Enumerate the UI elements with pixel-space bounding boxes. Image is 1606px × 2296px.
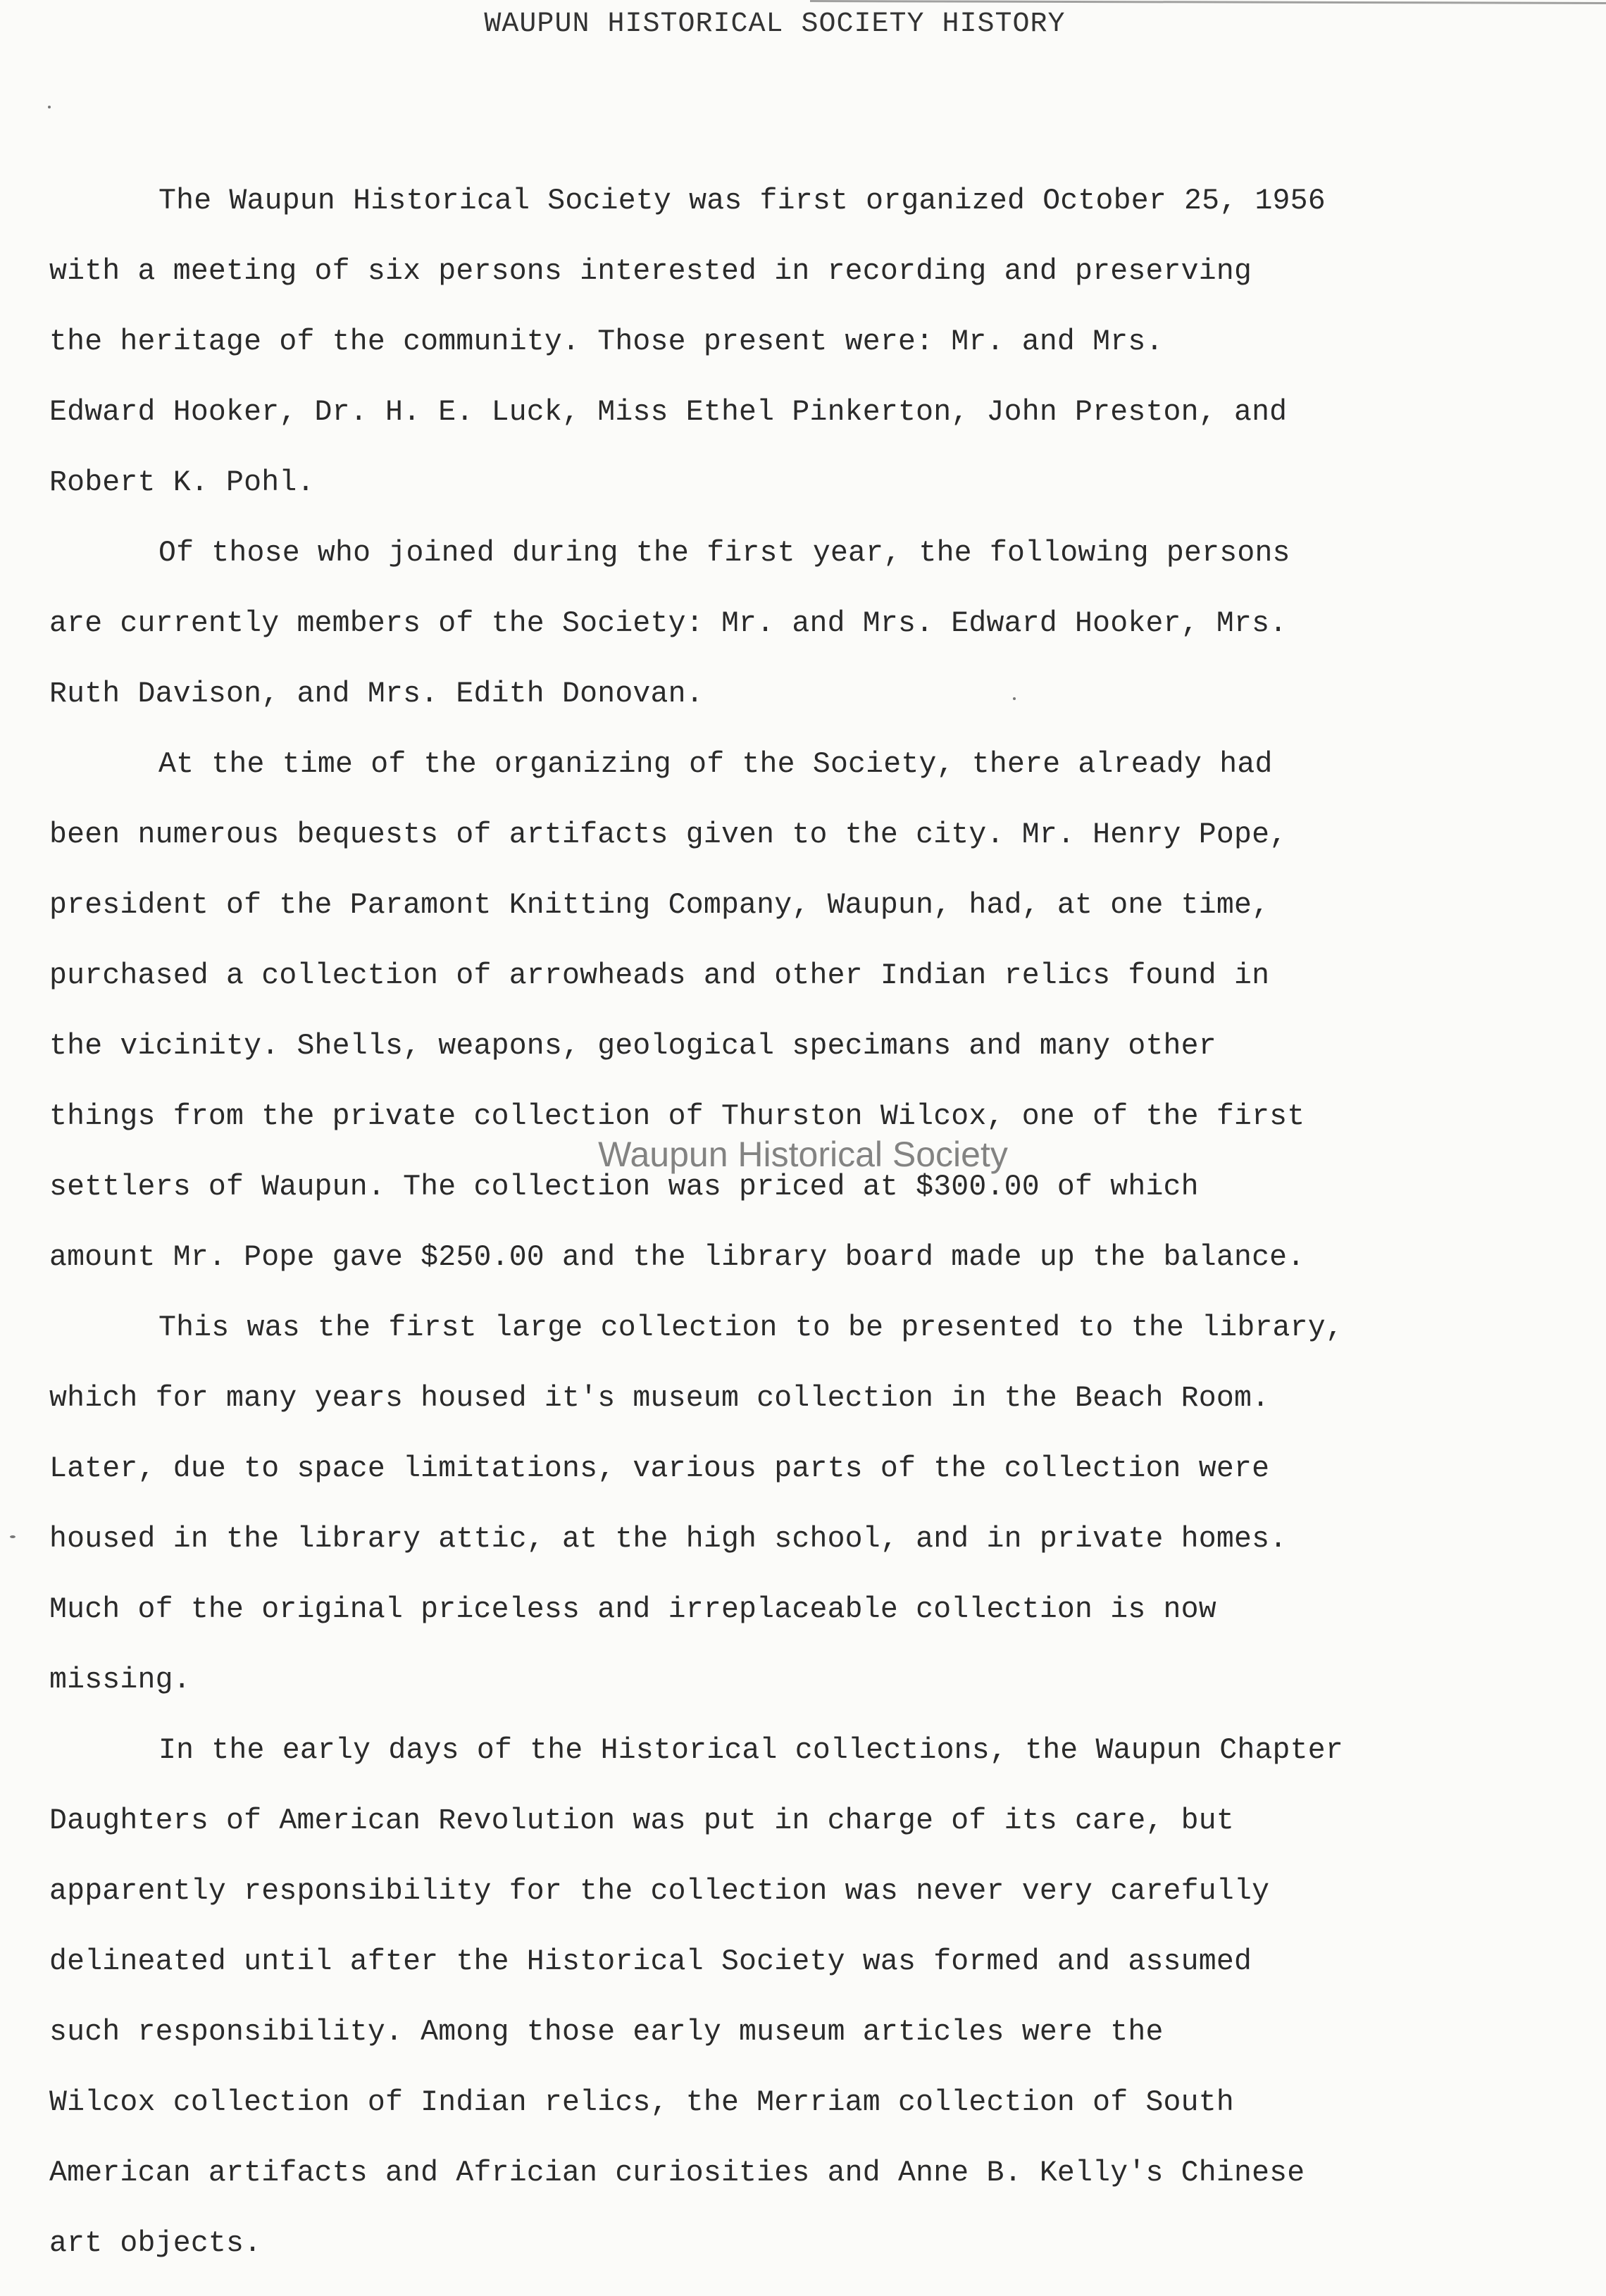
text-line: Daughters of American Revolution was put in charge of its care, but (49, 1804, 1234, 1838)
text-line: Later, due to space limitations, various parts of the collection were (49, 1452, 1270, 1485)
watermark: Waupun Historical Society (598, 1135, 1008, 1174)
text-line: At the time of the organizing of the Society, there already had (158, 748, 1273, 781)
text-line: Edward Hooker, Dr. H. E. Luck, Miss Ethel Pinkerton, John Preston, and (49, 396, 1288, 429)
text-line: the vicinity. Shells, weapons, geological specimans and many other (49, 1030, 1216, 1063)
text-line: settlers of Waupun. The collection was priced at $300.00 of which (49, 1171, 1199, 1204)
document-title: WAUPUN HISTORICAL SOCIETY HISTORY (484, 8, 1066, 40)
text-line: apparently responsibility for the collection was never very carefully (49, 1875, 1270, 1908)
text-line: art objects. (49, 2227, 262, 2260)
text-line: which for many years housed it's museum collection in the Beach Room. (49, 1382, 1270, 1415)
text-line: with a meeting of six persons interested in recording and preserving (49, 255, 1252, 288)
text-line: delineated until after the Historical Society was formed and assumed (49, 1945, 1252, 1978)
text-line: such responsibility. Among those early museum articles were the (49, 2016, 1164, 2049)
text-line: are currently members of the Society: Mr. and Mrs. Edward Hooker, Mrs. (49, 607, 1288, 640)
text-line: things from the private collection of Thurston Wilcox, one of the first (49, 1100, 1305, 1133)
text-line: housed in the library attic, at the high school, and in private homes. (49, 1523, 1288, 1556)
paper-speck (10, 1535, 15, 1538)
text-line: Wilcox collection of Indian relics, the Merriam collection of South (49, 2086, 1234, 2119)
text-line: The Waupun Historical Society was first organized October 25, 1956 (158, 185, 1326, 218)
text-line: purchased a collection of arrowheads and other Indian relics found in (49, 959, 1270, 992)
text-line: American artifacts and Africian curiosities and Anne B. Kelly's Chinese (49, 2157, 1305, 2190)
text-line: amount Mr. Pope gave $250.00 and the library board made up the balance. (49, 1241, 1305, 1274)
text-line: missing. (49, 1664, 191, 1697)
text-line: In the early days of the Historical collections, the Waupun Chapter (158, 1734, 1343, 1767)
text-line: Robert K. Pohl. (49, 466, 315, 499)
paper-speck (1013, 697, 1016, 700)
text-line: This was the first large collection to be presented to the library, (158, 1311, 1343, 1344)
text-line: Of those who joined during the first year, the following persons (158, 537, 1290, 570)
text-line: president of the Paramont Knitting Company, Waupun, had, at one time, (49, 889, 1270, 922)
text-line: been numerous bequests of artifacts given to the city. Mr. Henry Pope, (49, 818, 1288, 851)
paper-speck (48, 106, 51, 108)
paper-edge-line (810, 0, 1606, 4)
text-line: Much of the original priceless and irreplaceable collection is now (49, 1593, 1216, 1626)
text-line: the heritage of the community. Those present were: Mr. and Mrs. (49, 325, 1164, 358)
text-line: Ruth Davison, and Mrs. Edith Donovan. (49, 678, 704, 711)
